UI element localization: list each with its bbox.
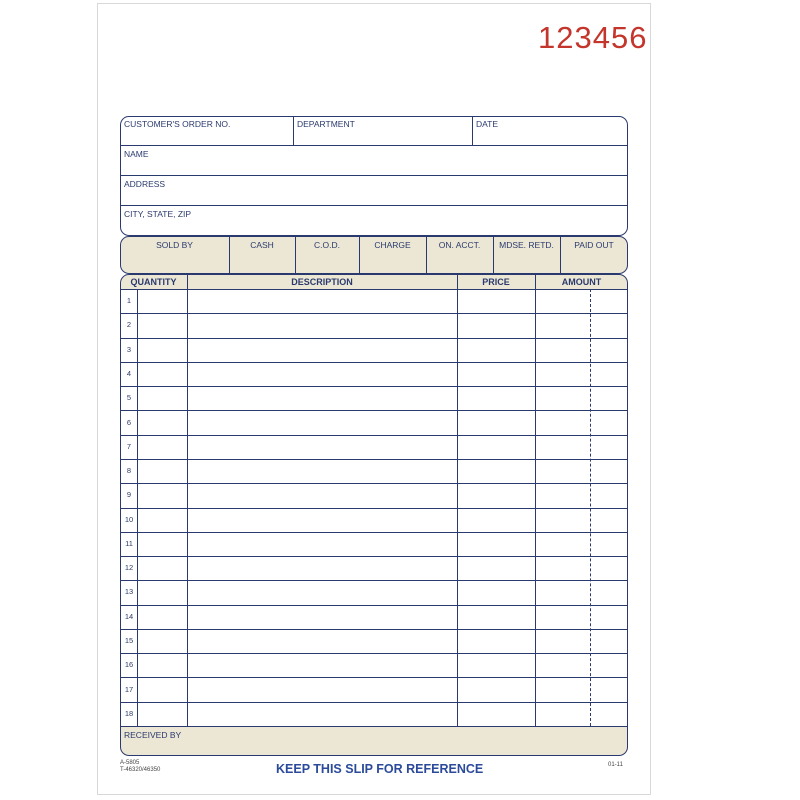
table-row[interactable]	[120, 313, 628, 314]
row-number: 18	[124, 708, 134, 718]
table-row[interactable]	[120, 410, 628, 411]
divider	[120, 175, 628, 176]
footer-title: KEEP THIS SLIP FOR REFERENCE	[276, 762, 484, 776]
description-column-header: DESCRIPTION	[291, 277, 353, 287]
table-row[interactable]	[120, 483, 628, 484]
form-code-2: T-46320/46350	[120, 767, 161, 773]
divider	[120, 145, 628, 146]
department-field[interactable]: DEPARTMENT	[297, 119, 355, 129]
table-row[interactable]	[120, 532, 628, 533]
row-number: 9	[126, 490, 132, 500]
table-row[interactable]	[120, 386, 628, 387]
row-number: 14	[124, 611, 134, 621]
row-number: 8	[126, 466, 132, 476]
table-row[interactable]	[120, 338, 628, 339]
table-row[interactable]	[120, 580, 628, 581]
table-row[interactable]	[120, 435, 628, 436]
divider	[472, 116, 473, 145]
column-divider	[187, 274, 188, 726]
row-number: 12	[124, 563, 134, 573]
form-code-1: A-5805	[120, 760, 140, 766]
row-number: 1	[126, 296, 132, 306]
column-divider	[535, 274, 536, 726]
row-number: 5	[126, 393, 132, 403]
row-number: 10	[124, 514, 134, 524]
table-row[interactable]	[120, 677, 628, 678]
received-by-divider	[120, 726, 628, 727]
amount-column-header: AMOUNT	[561, 277, 602, 287]
row-number: 7	[126, 441, 132, 451]
column-divider	[457, 274, 458, 726]
customer-info-box	[120, 116, 628, 236]
table-row[interactable]	[120, 605, 628, 606]
paid-out-box[interactable]: PAID OUT	[574, 240, 614, 250]
charge-box[interactable]: CHARGE	[374, 240, 411, 250]
table-row[interactable]	[120, 653, 628, 654]
table-row[interactable]	[120, 459, 628, 460]
received-by-field[interactable]: RECEIVED BY	[124, 730, 182, 740]
name-field[interactable]: NAME	[124, 149, 149, 159]
table-header-divider	[120, 289, 628, 290]
table-row[interactable]	[120, 362, 628, 363]
row-number: 17	[124, 684, 134, 694]
quantity-column-header: QUANTITY	[130, 277, 177, 287]
row-number: 6	[126, 417, 132, 427]
address-field[interactable]: ADDRESS	[124, 179, 166, 189]
row-number: 2	[126, 320, 132, 330]
city-state-zip-field[interactable]: CITY, STATE, ZIP	[124, 209, 192, 219]
divider	[120, 205, 628, 206]
customers-order-no-field[interactable]: CUSTOMER'S ORDER NO.	[124, 119, 231, 129]
row-number: 16	[124, 660, 134, 670]
row-number: 11	[125, 538, 133, 548]
row-number: 15	[124, 636, 134, 646]
on-account-box[interactable]: ON. ACCT.	[438, 240, 481, 250]
row-number: 4	[126, 368, 132, 378]
table-row[interactable]	[120, 629, 628, 630]
sold-by-box[interactable]: SOLD BY	[156, 240, 193, 250]
table-row[interactable]	[120, 702, 628, 703]
row-number: 13	[124, 587, 134, 597]
mdse-returned-box[interactable]: MDSE. RETD.	[499, 240, 554, 250]
form-number: 123456	[538, 20, 648, 55]
price-column-header: PRICE	[482, 277, 510, 287]
cash-box[interactable]: CASH	[250, 240, 274, 250]
date-field[interactable]: DATE	[476, 119, 499, 129]
divider	[293, 116, 294, 145]
row-number: 3	[126, 344, 132, 354]
table-row[interactable]	[120, 508, 628, 509]
cod-box[interactable]: C.O.D.	[314, 240, 340, 250]
table-row[interactable]	[120, 556, 628, 557]
revision-code: 01-11	[608, 762, 623, 768]
